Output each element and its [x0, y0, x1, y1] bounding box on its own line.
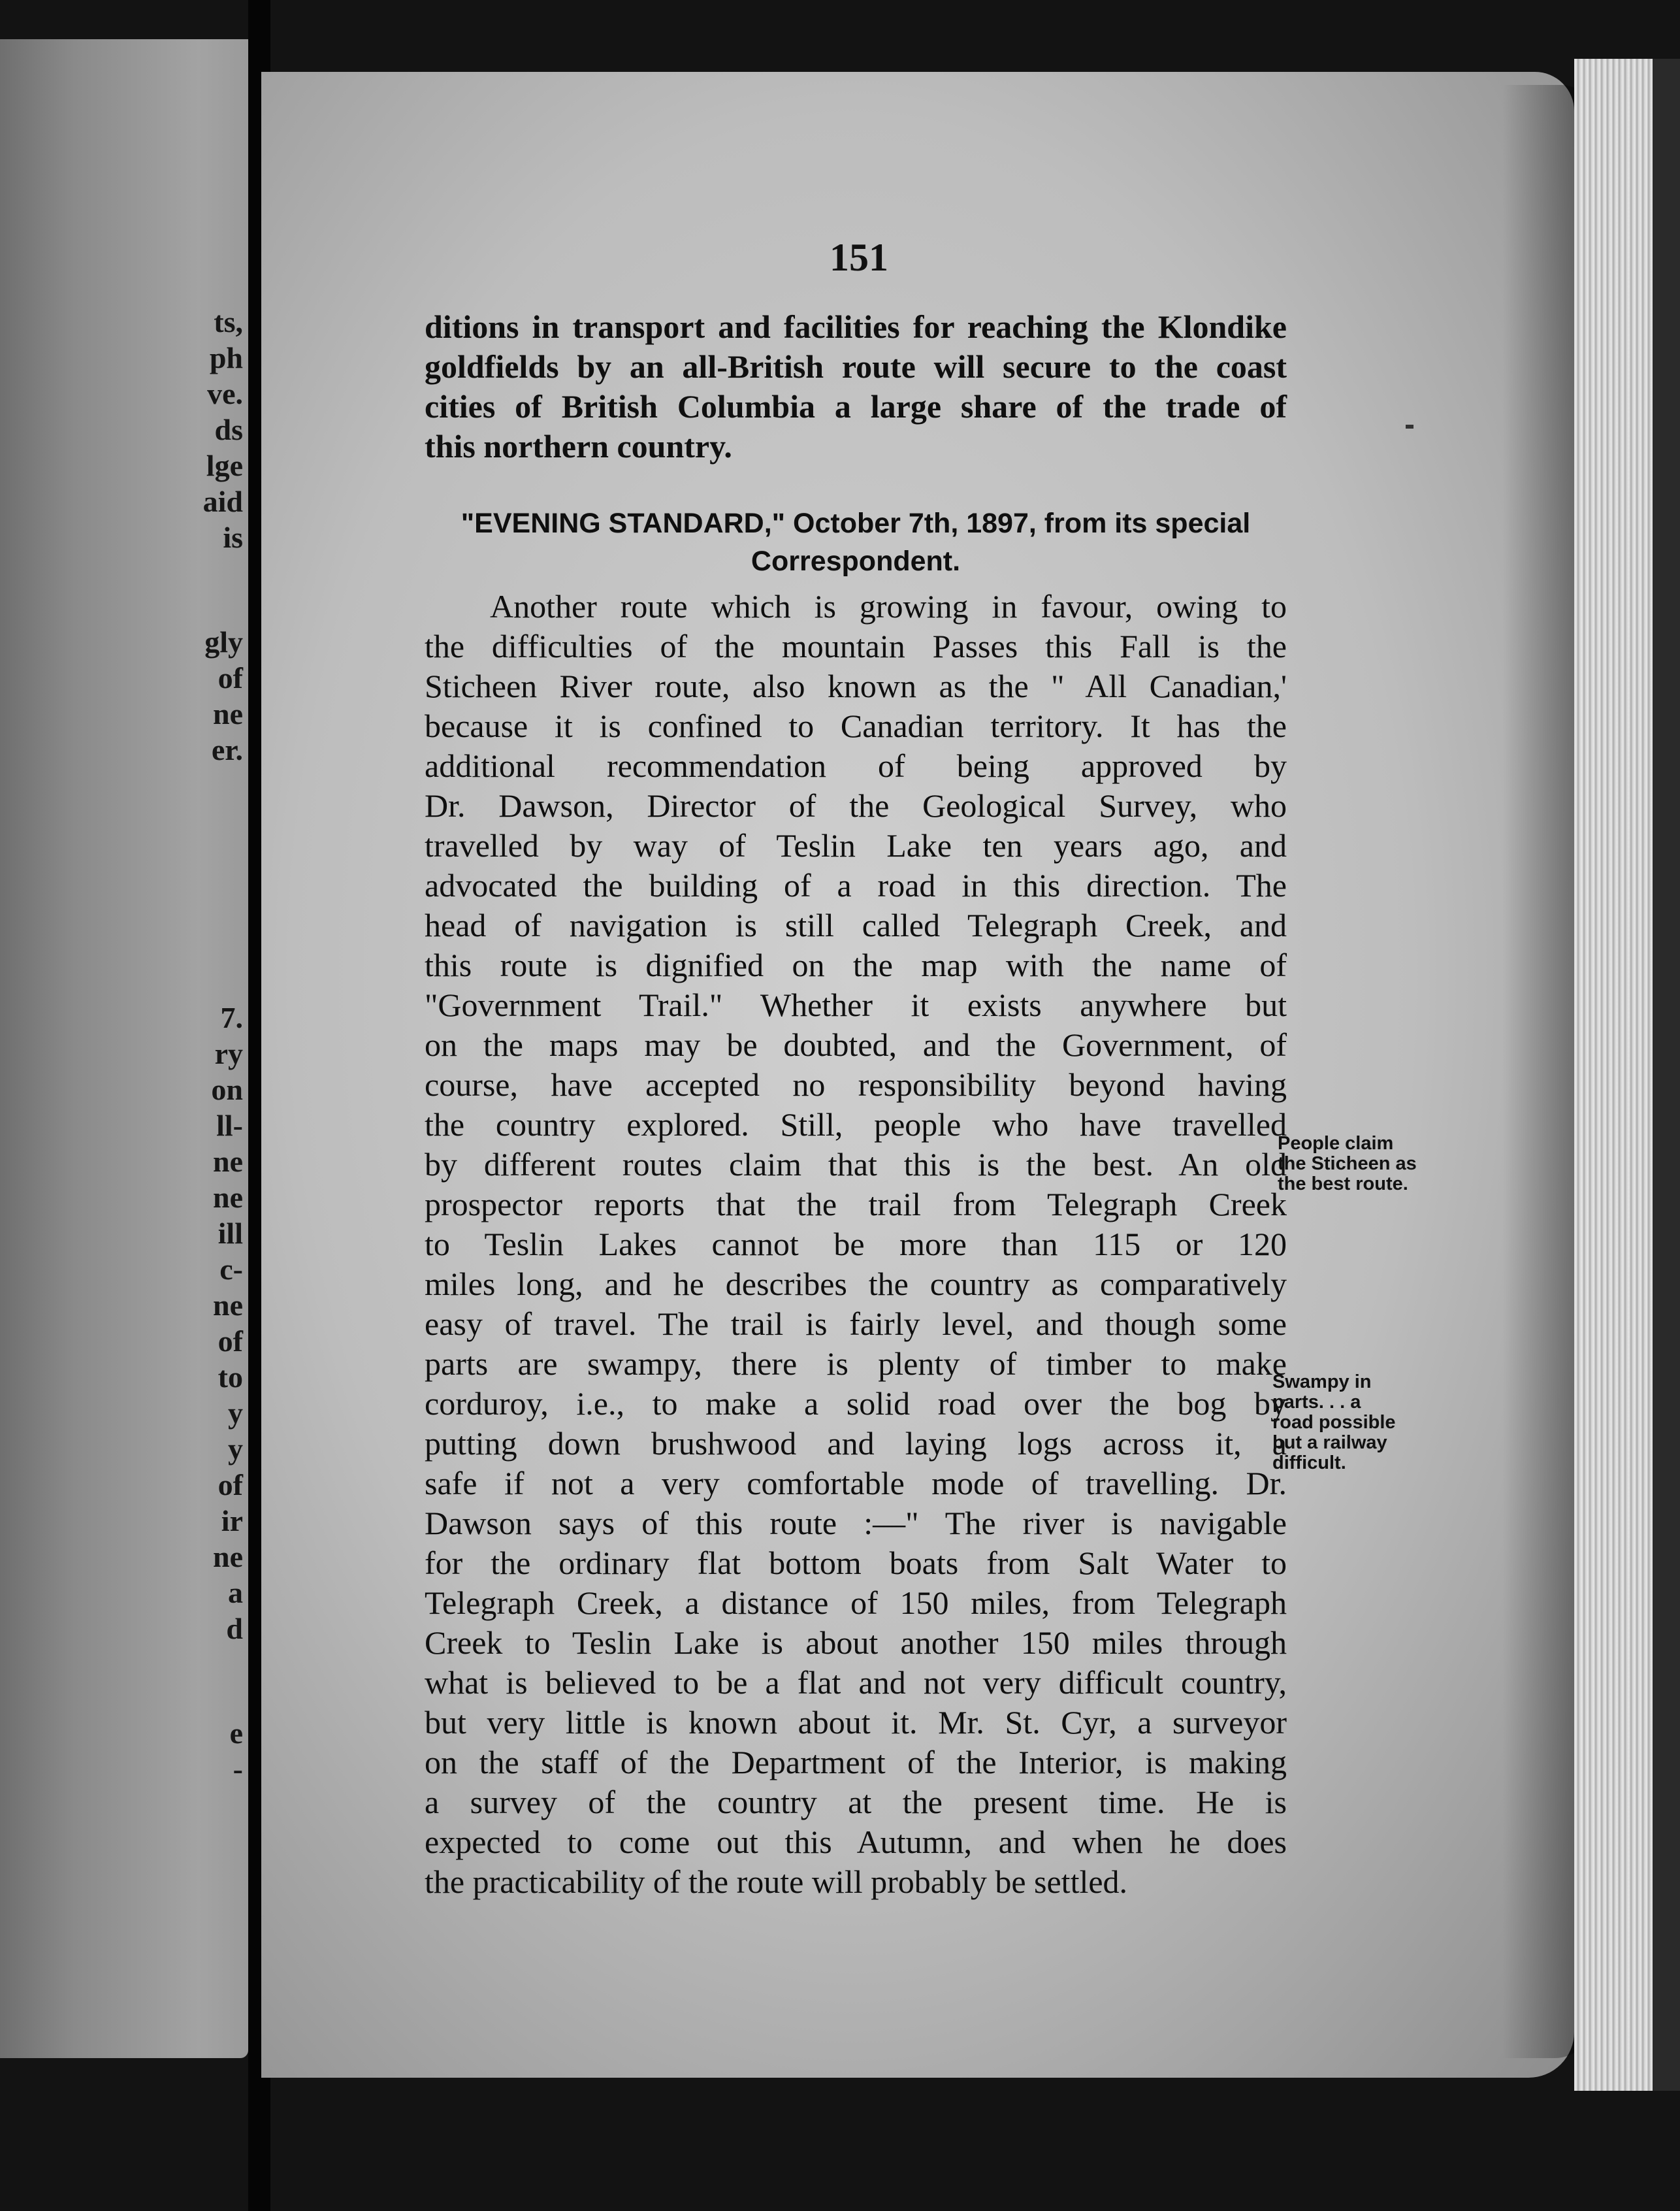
text-line: Telegraph Creek, a distance of 150 miles, from Telegraph [425, 1584, 1287, 1621]
page-number: 151 [830, 236, 888, 279]
text-line: corduroy, i.e., to make a solid road over the bog by [425, 1385, 1287, 1422]
heading-line: Correspondent. [751, 546, 961, 577]
text-line: Creek to Teslin Lake is about another 150 miles through [425, 1624, 1287, 1661]
left-page-fragment: ir [221, 1504, 243, 1537]
left-page-fragment: ill [218, 1217, 243, 1250]
left-page-fragment: aid [202, 485, 243, 518]
left-page-fragment: - [233, 1752, 243, 1786]
left-page-fragment: of [218, 661, 243, 695]
sidenote-line: the best route. [1278, 1173, 1408, 1194]
heading-line: "EVENING STANDARD," October 7th, 1897, from its special [460, 508, 1251, 539]
text-line: miles long, and he describes the country as comparatively [425, 1266, 1287, 1302]
text-line: putting down brushwood and laying logs across it, a [425, 1425, 1287, 1462]
text-line: but very little is known about it. Mr. St. Cyr, a surveyor [425, 1704, 1287, 1741]
left-page-fragment: a [228, 1576, 243, 1609]
left-page-fragment: ph [209, 341, 243, 374]
text-line: cities of British Columbia a large share of the trade of [425, 388, 1287, 425]
left-page-fragment: ne [213, 1181, 243, 1214]
ink-speck [1406, 425, 1413, 429]
text-line: Dawson says of this route :—" The river is navigable [425, 1505, 1287, 1541]
text-line: this northern country. [425, 428, 732, 465]
left-page-fragment: lge [206, 449, 243, 482]
body-paragraph [425, 587, 1287, 1902]
sidenote-line: the Sticheen as [1278, 1153, 1417, 1174]
text-line: because it is confined to Canadian territory. It has the [425, 708, 1287, 744]
text-line: expected to come out this Autumn, and when he does [425, 1824, 1287, 1860]
sidenote-swampy [1272, 1372, 1396, 1473]
text-line: the practicability of the route will probably be settled. [425, 1863, 1128, 1900]
left-page-fragment: ry [214, 1037, 243, 1070]
left-page-fragment: of [218, 1324, 243, 1358]
left-page-fragment: ne [213, 1288, 243, 1322]
left-page-fragment: d [226, 1612, 243, 1645]
left-page-fragment: of [218, 1468, 243, 1501]
left-page-fragment: to [218, 1360, 243, 1394]
left-page-fragment: ds [214, 413, 243, 446]
text-line: by different routes claim that this is the best. An old [425, 1146, 1287, 1183]
sidenote-line: Swampy in [1272, 1371, 1372, 1392]
text-line: a survey of the country at the present time. He is [425, 1784, 1287, 1820]
left-page-fragment: y [228, 1396, 243, 1430]
text-line: Sticheen River route, also known as the " All Canadian,' [425, 668, 1287, 704]
left-page-fragment: ts, [214, 305, 243, 338]
text-line: Dr. Dawson, Director of the Geological Survey, who [425, 787, 1287, 824]
left-page-fragment: on [211, 1073, 243, 1106]
opening-paragraph [425, 307, 1287, 467]
left-page-fragment: ne [213, 1540, 243, 1573]
text-line: on the maps may be doubted, and the Government, of [425, 1026, 1287, 1063]
text-line: the country explored. Still, people who have travelled [425, 1106, 1287, 1143]
left-page [0, 39, 248, 2058]
left-page-fragment: c- [219, 1253, 243, 1286]
text-line: this route is dignified on the map with the name of [425, 947, 1287, 983]
text-line: to Teslin Lakes cannot be more than 115 or 120 [425, 1226, 1287, 1262]
left-page-fragment: er. [211, 733, 243, 766]
sidenote-line: but a railway [1272, 1432, 1387, 1453]
text-line: the difficulties of the mountain Passes this Fall is the [425, 628, 1287, 664]
text-line: advocated the building of a road in this direction. The [425, 867, 1287, 904]
book-cover-edge [1653, 59, 1680, 2091]
text-line: head of navigation is still called Telegraph Creek, and [425, 907, 1287, 943]
left-page-fragment: ve. [207, 377, 243, 410]
left-page-fragment: ne [213, 697, 243, 730]
text-line: goldfields by an all-British route will secure to the coast [425, 348, 1287, 385]
text-line: on the staff of the Department of the Interior, is making [425, 1744, 1287, 1780]
text-line: additional recommendation of being approved by [425, 747, 1287, 784]
sidenote-line: road possible [1272, 1412, 1396, 1433]
left-page-fragment: gly [204, 625, 243, 659]
text-line: what is believed to be a flat and not very difficult country, [425, 1664, 1287, 1701]
sidenote-line: People claim [1278, 1133, 1394, 1154]
text-line: Another route which is growing in favour, owing to [490, 588, 1287, 625]
text-line: course, have accepted no responsibility beyond having [425, 1066, 1287, 1103]
text-line: easy of travel. The trail is fairly level, and though some [425, 1305, 1287, 1342]
sidenote-best-route [1278, 1134, 1417, 1194]
left-page-fragment: is [223, 521, 243, 554]
article-heading [425, 504, 1287, 580]
text-column [425, 307, 1287, 1902]
text-line: ditions in transport and facilities for reaching the Klondike [425, 308, 1287, 345]
sidenote-line: difficult. [1272, 1452, 1346, 1473]
text-line: for the ordinary flat bottom boats from Salt Water to [425, 1545, 1287, 1581]
text-line: parts are swampy, there is plenty of timber to make [425, 1345, 1287, 1382]
left-page-fragment: 7. [220, 1001, 243, 1034]
text-line: travelled by way of Teslin Lake ten years ago, and [425, 827, 1287, 864]
left-page-fragment: ll- [216, 1109, 243, 1142]
left-page-fragment: y [228, 1432, 243, 1466]
left-page-fragment: ne [213, 1145, 243, 1178]
text-line: safe if not a very comfortable mode of travelling. Dr. [425, 1465, 1287, 1501]
text-line: "Government Trail." Whether it exists anywhere but [425, 987, 1287, 1023]
left-page-fragment: e [229, 1716, 243, 1750]
text-line: prospector reports that the trail from Telegraph Creek [425, 1186, 1287, 1222]
sidenote-line: parts. . . a [1272, 1392, 1361, 1413]
